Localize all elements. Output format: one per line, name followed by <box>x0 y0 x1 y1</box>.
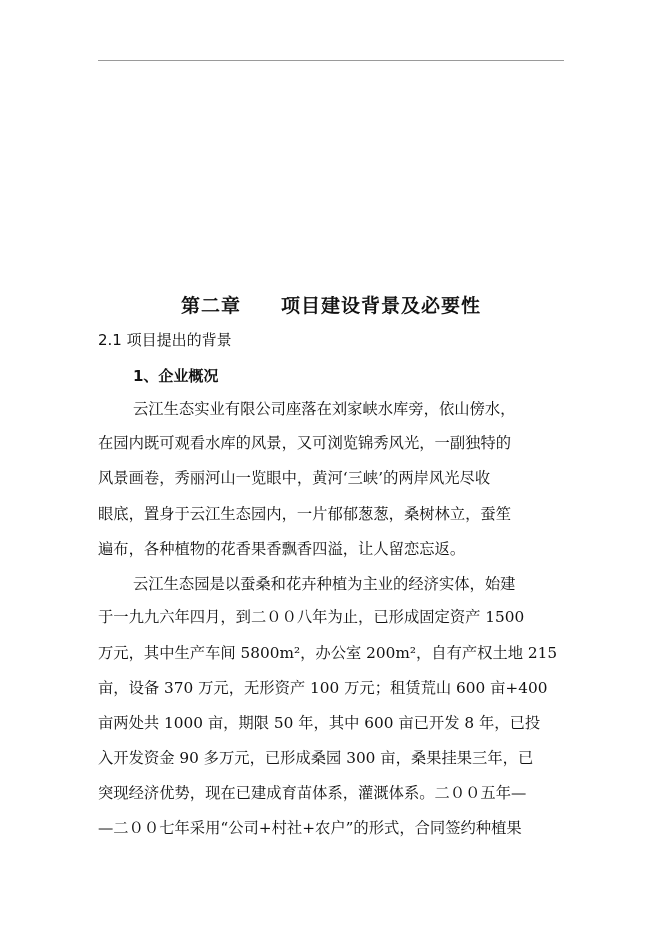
paragraph-line: 突现经济优势，现在已建成育苗体系，灌溉体系。二００五年— <box>98 784 527 802</box>
paragraph-line: 云江生态园是以蚕桑和花卉种植为主业的经济实体，始建 <box>133 575 516 593</box>
paragraph-line: 亩两处共 1000 亩，期限 50 年，其中 600 亩已开发 8 年，已投 <box>98 714 541 732</box>
paragraph-line: 于一九九六年四月，到二００八年为止，已形成固定资产 1500 <box>98 608 525 626</box>
paragraph-line: —二００七年采用“公司+村社+农户”的形式，合同签约种植果 <box>98 819 522 837</box>
chapter-name: 项目建设背景及必要性 <box>281 295 482 317</box>
paragraph-line: 入开发资金 90 多万元，已形成桑园 300 亩，桑果挂果三年，已 <box>98 749 534 767</box>
paragraph-line: 万元，其中生产车间 5800m²，办公室 200m²，自有产权土地 215 <box>98 644 558 662</box>
paragraph-line: 在园内既可观看水库的风景，又可浏览锦秀风光，一副独特的 <box>98 434 512 452</box>
page-header-rule <box>98 60 564 61</box>
chapter-number: 第二章 <box>180 295 241 317</box>
paragraph-line: 亩，设备 370 万元，无形资产 100 万元；租赁荒山 600 亩+400 <box>98 679 548 697</box>
section-heading: 2.1 项目提出的背景 <box>98 331 232 349</box>
paragraph-line: 云江生态实业有限公司座落在刘家峡水库旁，依山傍水， <box>133 400 516 418</box>
paragraph-line: 风景画卷，秀丽河山一览眼中，黄河‘三峡’的两岸风光尽收 <box>98 469 491 487</box>
subsection-heading: 1、企业概况 <box>133 367 219 385</box>
paragraph-line: 遍布，各种植物的花香果香飘香四溢，让人留恋忘返。 <box>98 540 466 558</box>
chapter-title <box>98 292 564 320</box>
paragraph-line: 眼底，置身于云江生态园内，一片郁郁葱葱，桑树林立，蚕笙 <box>98 505 512 523</box>
